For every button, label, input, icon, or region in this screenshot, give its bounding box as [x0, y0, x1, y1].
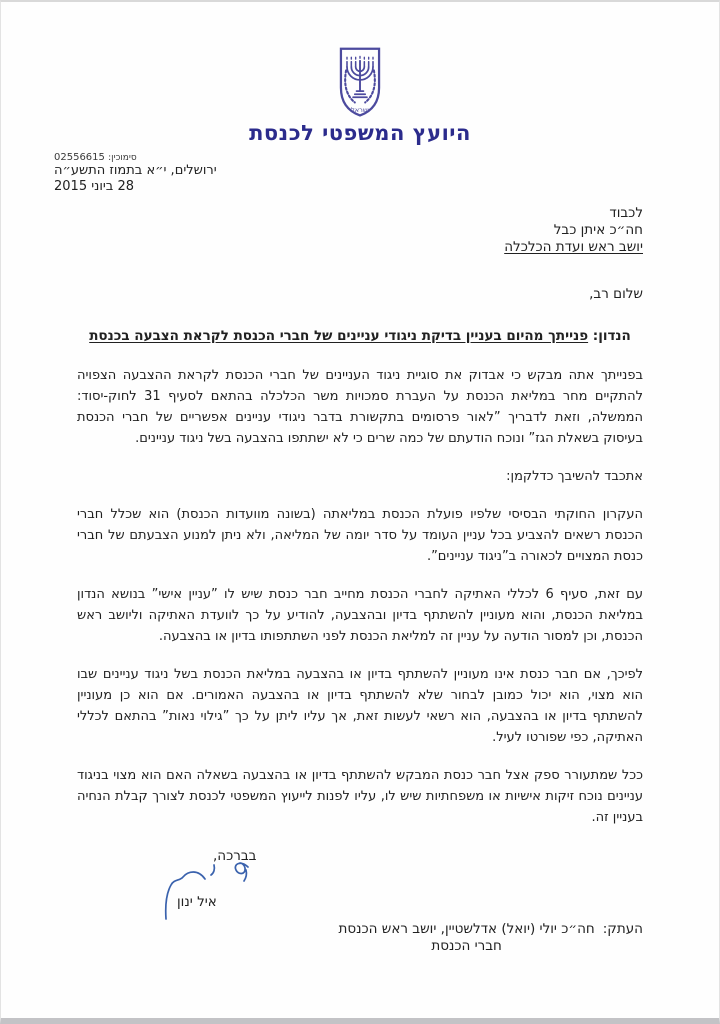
org-title: היועץ המשפטי לכנסת	[249, 121, 471, 145]
greeting: שלום רב,	[589, 286, 643, 302]
signer-name: איל ינון	[177, 894, 217, 910]
subject-text: פנייתך מהיום בעניין בדיקת ניגודי עניינים של חברי הכנסת לקראת הצבעה בכנסת	[89, 328, 589, 344]
copies-block	[339, 921, 644, 955]
addressee-role: יושב ראש ועדת הכלכלה	[504, 239, 643, 255]
reference-number: 02556615	[54, 152, 105, 163]
reference-block	[54, 152, 217, 195]
addressee-salutation: לכבוד	[609, 205, 643, 221]
paragraph: ככל שמתעורר ספק אצל חבר כנסת המבקש להשתתף בדיון או בהצבעה בשאלה האם הוא מצוי בניגוד עניינים נוכח זיקות אישיות או משפחתיות שיש לו, עליו לפנות לייעוץ המשפטי לכנסת לצורך קבלת הנחיה בעניין זה.	[77, 768, 643, 825]
subject-line	[61, 328, 659, 344]
copies-label: העתק:	[602, 921, 643, 937]
hebrew-date: ירושלים, י״א בתמוז התשע״ה	[54, 163, 217, 178]
letter-body	[77, 365, 643, 845]
reference-number-line	[54, 152, 217, 163]
paragraph: אתכבד להשיבך כדלקמן:	[506, 469, 643, 484]
subject-label: הנדון:	[592, 328, 631, 344]
header-emblem-area	[1, 46, 719, 123]
paragraph: עם זאת, סעיף 6 לכללי האתיקה לחברי הכנסת מחייב חבר כנסת שיש לו ”עניין אישי” בנושא הנדון במליאת הכנסת, והוא מעוניין להשתתף בדיון ובהצבעה, להודיע על כך לוועדת האתיקה וליושב ראש הכנסת, וכן למסור הודעה על עניין זה למליאת הכנסת לפני השתתפותו בדיון או בהצבעה.	[77, 587, 643, 644]
paragraph: לפיכך, אם חבר כנסת אינו מעוניין להשתתף בדיון או בהצבעה במליאת הכנסת בשל ניגוד עניינים שבו הוא מצוי, הוא יכול כמובן לבחור שלא להשתתף בדיון או בהצבעה האמורים. אם הוא כן מעוניין להשתתף בדיון או בהצבעה, הוא רשאי לעשות זאת, אך עליו ליתן על כך ”גילוי נאות” בהתאם לכללי האתיקה, כפי שפורטו לעיל.	[77, 667, 643, 745]
addressee-name: חה״כ איתן כבל	[553, 222, 643, 238]
addressee-block	[504, 205, 643, 256]
paragraph: העקרון החוקתי הבסיסי שלפיו פועלת הכנסת במליאתה (בשונה מוועדות הכנסת) הוא שכלל חברי הכנסת רשאים להצביע בכל עניין העומד על סדר יומה של המליאה, ולא ניתן למנוע הצבעתם של חברי כנסת המצויים לכאורה ב”ניגוד עניינים”.	[77, 507, 643, 564]
copy-recipient-2: חברי הכנסת	[431, 938, 502, 954]
closing-regards: בברכה,	[213, 848, 257, 864]
paragraph: בפנייתך אתה מבקש כי אבדוק את סוגיית ניגוד העניינים של חברי הכנסת לקראת ההצבעה הצפויה להתקיים מחר במליאת הכנסת על העברת סמכויות משר הכלכלה בהתאם לסעיף 31 לחוק-יסוד: הממשלה, וזאת לדבריך ”לאור פרסומים בתקשורת בדבר ניגודי עניינים אפשריים של חברי הכנסת בעיסוק בשאלת הגז” ונוכח הודעתם של כמה שרים כי לא ישתתפו בהצבעה בשל ניגוד עניינים.	[77, 368, 643, 446]
handwritten-signature	[151, 858, 261, 922]
closing-block	[149, 848, 289, 932]
gregorian-date: 28 ביוני 2015	[54, 179, 134, 194]
reference-label: סימוכין:	[108, 153, 137, 163]
copy-recipient-1: חה״כ יולי (יואל) אדלשטיין, יושב ראש הכנסת	[338, 921, 595, 937]
emblem-israel-label: ישראל	[351, 105, 369, 114]
israel-state-emblem-icon	[334, 46, 386, 119]
